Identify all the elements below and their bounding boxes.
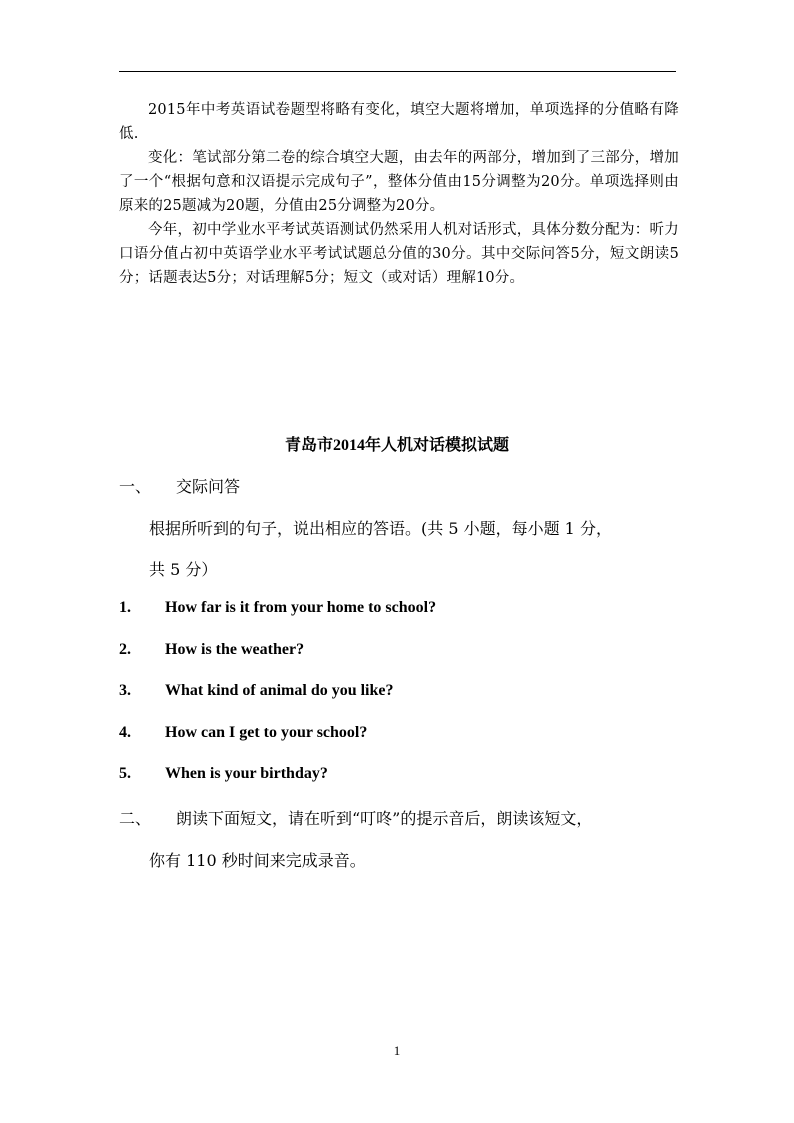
section-1-number: 一、 [119,477,152,496]
section-2-line-1: 朗读下面短文，请在听到“叮咚”的提示音后，朗读该短文， [176,809,593,828]
question-number: 5. [119,765,131,782]
section-1-title: 交际问答 [176,477,241,496]
question-4 [119,724,367,742]
question-text: How far is it from your home to school? [165,599,437,616]
section-1-heading [119,474,240,497]
section-2-line-2: 你有 110 秒时间来完成录音。 [149,851,366,870]
question-text: How can I get to your school? [165,724,368,741]
intro-paragraph-3: 今年，初中学业水平考试英语测试仍然采用人机对话形式，具体分数分配为：听力口语分值占初中英语学业水平考试试题总分值的30分。其中交际问答5分，短文朗读5分；话题表达5分；对话理解5分；短文（或对话）理解10分。 [119,222,679,286]
section-1-instruction-line-1: 根据所听到的句子，说出相应的答语。(共 5 小题，每小题 1 分， [149,519,612,538]
question-5 [119,765,328,783]
question-number: 4. [119,724,131,741]
section-1-instruction-line-2: 共 5 分） [149,560,218,579]
question-text: What kind of animal do you like? [165,682,394,699]
intro-paragraph-1: 2015年中考英语试卷题型将略有变化，填空大题将增加，单项选择的分值略有降低. [119,102,679,142]
section-2-heading [119,806,592,829]
question-2 [119,641,304,659]
question-text: When is your birthday? [165,765,328,782]
question-1 [119,599,436,617]
question-number: 2. [119,641,131,658]
intro-paragraph-2: 变化：笔试部分第二卷的综合填空大题，由去年的两部分，增加到了三部分，增加了一个“根据句意和汉语提示完成句子”，整体分值由15分调整为20分。单项选择则由原来的25题减为20题，分值由25分调整为20分。 [119,150,679,214]
question-text: How is the weather? [165,641,305,658]
section-2-number: 二、 [119,809,152,828]
question-number: 1. [119,599,131,616]
page-number: 1 [393,1043,401,1058]
page-title: 青岛市2014年人机对话模拟试题 [284,437,509,454]
question-number: 3. [119,682,131,699]
question-3 [119,682,394,700]
header-rule [119,71,676,72]
intro-text [119,98,679,290]
